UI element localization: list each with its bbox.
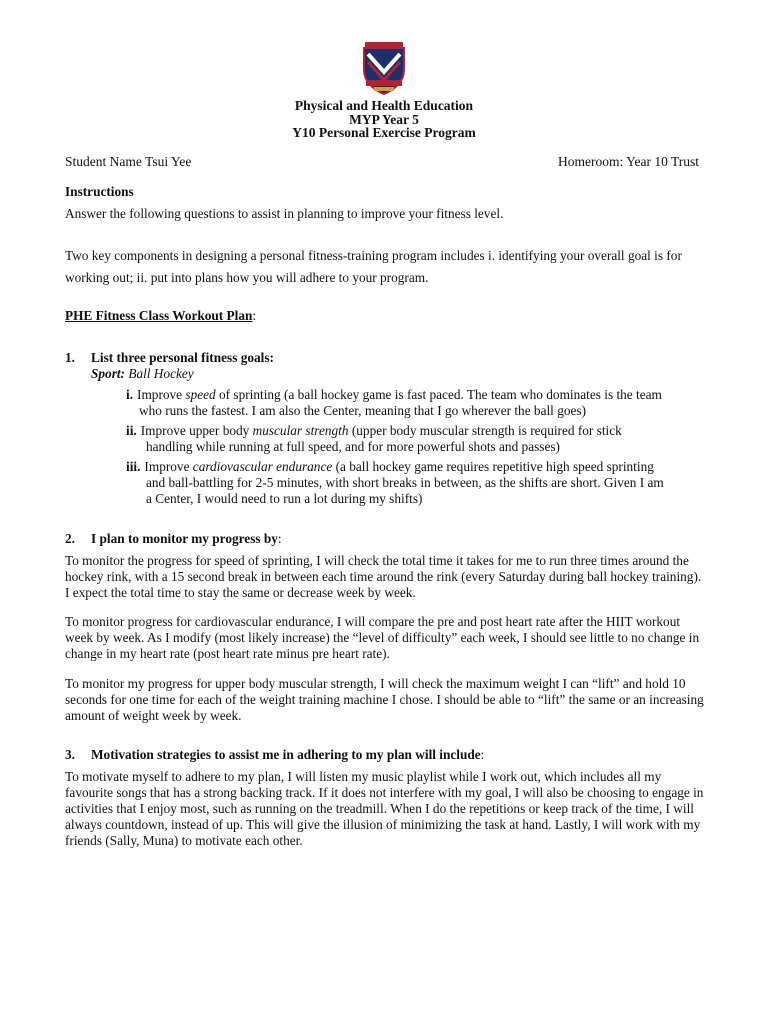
goal-emphasis: cardiovascular endurance [192,459,333,474]
monitor-strength-paragraph: To monitor my progress for upper body muscular strength, I will check the maximum weight I can “lift” and hold 10 seconds for one time for each of the weight training machine I chose. I should be able to “lift” the same or an increasing amount of weight week by week. [65,676,704,723]
question-1 [65,350,705,382]
question-2-colon: : [277,531,282,546]
goal-number: iii. [126,459,141,474]
instructions-text: Answer the following questions to assist in planning to improve your fitness level. [65,206,504,221]
goal-text-rest: (a ball hockey game requires repetitive high speed sprinting [332,459,654,474]
goal-text-rest: of sprinting (a ball hockey game is fast paced. The team who dominates is the team [215,387,662,402]
question-2-heading [65,531,705,547]
instructions-paragraph: Two key components in designing a personal fitness-training program includes i. identifying your overall goal is for working out; ii. put into plans how you will adhere to your program. [65,248,682,285]
document-title [0,99,768,140]
student-name-value: Tsui Yee [145,154,192,169]
question-1-heading [65,350,705,366]
workout-plan-title [65,308,705,324]
title-line-1: Physical and Health Education [294,98,474,113]
goal-item-2 [126,423,696,455]
monitor-speed-paragraph: To monitor the progress for speed of sprinting, I will check the total time it takes for me to run three times around the hockey rink, with a 15 second break in between each time around the rink (every Saturday during ball hockey training). I expect the total time to stay the same or decrease week by week. [65,553,702,600]
workout-plan-title-text: PHE Fitness Class Workout Plan [65,308,253,323]
question-3-heading [65,747,705,763]
homeroom-label: Homeroom: [557,154,624,169]
question-1-number: 1. [65,350,75,365]
question-3-colon: : [480,747,485,762]
question-2-heading-text: I plan to monitor my progress by [91,531,278,546]
goal-continuation: who runs the fastest. I am also the Center, meaning that I go wherever the ball goes) [139,403,586,418]
question-1-heading-text: List three personal fitness goals: [91,350,274,365]
goal-continuation-2: a Center, I would need to run a lot during my shifts) [146,491,423,506]
motivation-paragraph: To motivate myself to adhere to my plan, I will listen my music playlist while I work out, which includes all my favourite songs that has a strong backing track. If it does not interfere with my goal, I will also be choosing to engage in activities that I enjoy most, such as running on the treadmill. When I do the repetitions or keep track of the time, I will always countdown, instead of up. This will give the illusion of minimizing the task at hand. Lastly, I will work with my friends (Sally, Muna) to motivate each other. [65,769,704,848]
goal-continuation: handling while running at full speed, and for more powerful shots and passes) [146,439,560,454]
goal-number: i. [126,387,134,402]
goal-item-3 [126,459,696,507]
student-name-label: Student Name [65,154,142,169]
goal-text: Improve upper body [140,423,253,438]
question-2-number: 2. [65,531,75,546]
school-crest-icon [358,40,410,96]
workout-plan-title-colon: : [252,308,257,323]
instructions-heading: Instructions [65,184,134,199]
title-line-2: MYP Year 5 [349,111,419,127]
instructions-section [65,184,705,222]
goal-item-1 [126,387,696,419]
goal-number: ii. [126,423,137,438]
student-name-field [65,154,191,170]
sport-line [65,366,705,382]
monitor-cardio-paragraph: To monitor progress for cardiovascular endurance, I will compare the pre and post heart rate after the HIIT workout week by week. As I modify (most likely increase) the “level of difficulty” each week, I should see little to no change in change in my heart rate (post heart rate minus pre heart rate). [65,614,700,661]
goal-emphasis: speed [185,387,216,402]
homeroom-field [558,154,699,170]
title-line-3: Y10 Personal Exercise Program [292,125,476,140]
goal-emphasis: muscular strength [252,423,349,438]
goal-text-rest: (upper body muscular strength is required for stick [348,423,622,438]
goal-text: Improve [137,387,186,402]
goal-continuation: and ball-battling for 2-5 minutes, with short breaks in between, as the shifts are short. Given I am [146,475,664,490]
homeroom-value: Year 10 Trust [626,154,699,169]
question-3-number: 3. [65,747,75,762]
goal-text: Improve [144,459,193,474]
question-3-heading-text: Motivation strategies to assist me in adhering to my plan will include [91,747,481,762]
sport-value: Ball Hockey [128,366,194,381]
sport-label: Sport: [91,366,125,381]
